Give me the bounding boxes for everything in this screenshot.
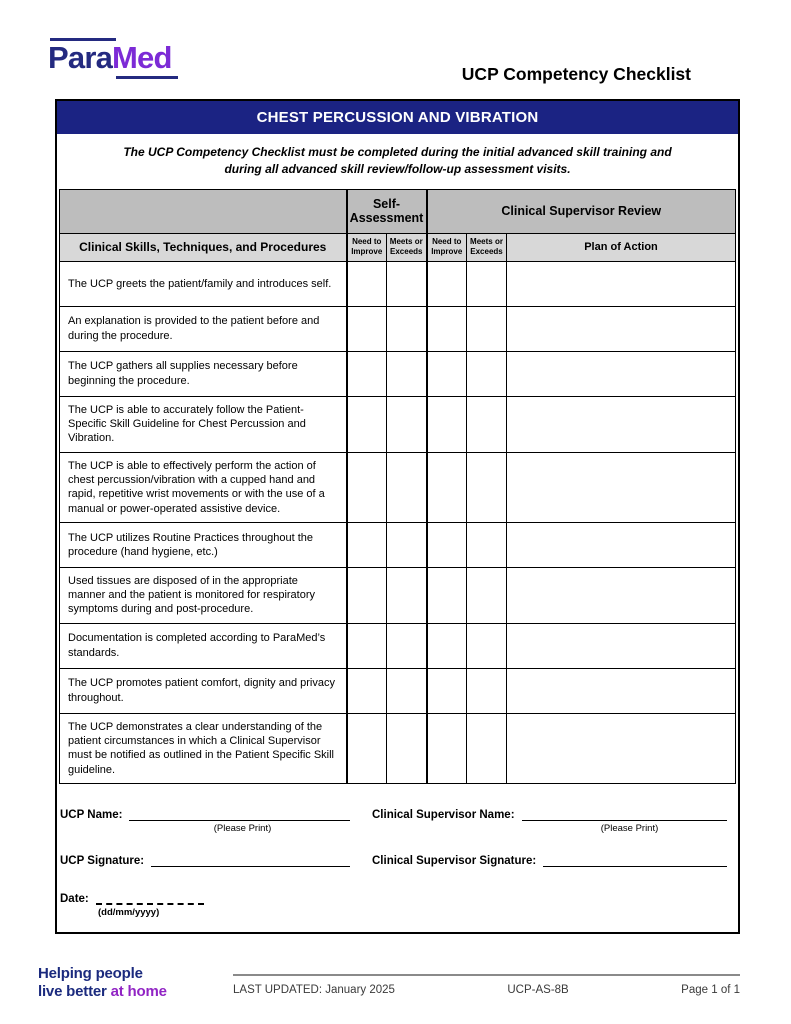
- competency-row: [60, 623, 736, 668]
- skill-description: An explanation is provided to the patient before and during the procedure.: [60, 306, 347, 351]
- supervisor-meets-exceeds-cell: [467, 668, 507, 713]
- logo-med: Med: [112, 40, 172, 75]
- brand-tagline: [38, 965, 200, 1003]
- logo-bottom-rule: [116, 76, 178, 79]
- competency-table: [59, 189, 736, 784]
- supervisor-need-improve-cell: [427, 522, 467, 567]
- supervisor-name-line: [522, 808, 727, 821]
- supervisor-need-improve-cell: [427, 351, 467, 396]
- competency-row: [60, 713, 736, 783]
- self-need-improve-cell: [347, 668, 387, 713]
- supervisor-meets-exceeds-cell: [467, 351, 507, 396]
- skill-description: The UCP is able to effectively perform the action of chest percussion/vibration with a cupped hand and rapid, repetitive wrist movements or with the use of a manual or power-operated assistive device.: [60, 452, 347, 522]
- supervisor-meets-exceeds-cell: [467, 623, 507, 668]
- skill-description: The UCP is able to accurately follow the Patient-Specific Skill Guideline for Chest Percussion and Vibration.: [60, 396, 347, 452]
- competency-row: [60, 261, 736, 306]
- supervisor-meets-exceeds-cell: [467, 567, 507, 623]
- competency-row: [60, 452, 736, 522]
- ucp-name-hint: (Please Print): [213, 822, 272, 834]
- ucp-signature-line: [151, 854, 350, 867]
- self-need-improve-cell: [347, 261, 387, 306]
- self-meets-exceeds-cell: [387, 522, 427, 567]
- skill-description: The UCP utilizes Routine Practices throughout the procedure (hand hygiene, etc.): [60, 522, 347, 567]
- competency-row: [60, 668, 736, 713]
- competency-row: [60, 306, 736, 351]
- empty-header-cell: [60, 189, 347, 233]
- plan-of-action-cell: [507, 351, 736, 396]
- instruction-text: The UCP Competency Checklist must be completed during the initial advanced skill training and during all advanced skill review/follow-up assessment visits.: [123, 145, 672, 177]
- table-group-header-row: [60, 189, 736, 233]
- plan-of-action-cell: [507, 567, 736, 623]
- self-need-improve-cell: [347, 567, 387, 623]
- ucp-name-line: [129, 808, 350, 821]
- self-need-improve-cell: [347, 452, 387, 522]
- section-banner: CHEST PERCUSSION AND VIBRATION: [57, 101, 738, 134]
- skill-description: The UCP greets the patient/family and introduces self.: [60, 261, 347, 306]
- self-meets-exceeds-cell: [387, 306, 427, 351]
- supervisor-review-header: Clinical Supervisor Review: [427, 189, 736, 233]
- self-meets-exceeds-cell: [387, 396, 427, 452]
- supervisor-need-improve-header: Need to Improve: [427, 233, 467, 261]
- tagline-line2: [38, 983, 200, 1002]
- skill-description: The UCP demonstrates a clear understanding of the patient circumstances in which a Clinical Supervisor must be notified as outlined in the Patient Specific Skill guideline.: [60, 713, 347, 783]
- competency-table-body: [60, 261, 736, 783]
- table-column-header-row: [60, 233, 736, 261]
- plan-of-action-header: Plan of Action: [507, 233, 736, 261]
- self-need-improve-cell: [347, 396, 387, 452]
- supervisor-name-label: Clinical Supervisor Name:: [372, 808, 515, 821]
- page-number: Page 1 of 1: [681, 983, 740, 996]
- supervisor-meets-exceeds-cell: [467, 306, 507, 351]
- page-header: [48, 38, 740, 85]
- content-box: [55, 99, 740, 934]
- self-need-improve-cell: [347, 713, 387, 783]
- supervisor-need-improve-cell: [427, 396, 467, 452]
- tagline-line1: Helping people: [38, 964, 143, 982]
- date-label: Date:: [60, 892, 89, 905]
- supervisor-need-improve-cell: [427, 713, 467, 783]
- ucp-name-label: UCP Name:: [60, 808, 123, 821]
- supervisor-need-improve-cell: [427, 306, 467, 351]
- self-need-improve-cell: [347, 623, 387, 668]
- competency-row: [60, 351, 736, 396]
- skill-description: Documentation is completed according to ParaMed’s standards.: [60, 623, 347, 668]
- plan-of-action-cell: [507, 522, 736, 567]
- supervisor-meets-exceeds-cell: [467, 713, 507, 783]
- competency-row: [60, 522, 736, 567]
- supervisor-signature-label: Clinical Supervisor Signature:: [372, 854, 537, 867]
- skill-description: The UCP promotes patient comfort, dignity and privacy throughout.: [60, 668, 347, 713]
- date-line: [96, 893, 204, 905]
- self-meets-exceeds-cell: [387, 668, 427, 713]
- supervisor-name-hint: (Please Print): [600, 822, 659, 834]
- self-meets-exceeds-cell: [387, 567, 427, 623]
- self-need-improve-cell: [347, 351, 387, 396]
- plan-of-action-cell: [507, 306, 736, 351]
- tagline-line2-main: live better: [38, 983, 111, 1001]
- document-code: UCP-AS-8B: [507, 983, 569, 996]
- ucp-signature-label: UCP Signature:: [60, 854, 145, 867]
- plan-of-action-cell: [507, 452, 736, 522]
- supervisor-meets-exceeds-cell: [467, 396, 507, 452]
- self-meets-exceeds-cell: [387, 623, 427, 668]
- supervisor-meets-exceeds-cell: [467, 261, 507, 306]
- paramed-logo: [48, 38, 178, 79]
- plan-of-action-cell: [507, 623, 736, 668]
- self-need-improve-header: Need to Improve: [347, 233, 387, 261]
- footer-info-bar: [233, 974, 740, 996]
- tagline-line2-accent: at home: [110, 983, 167, 1001]
- self-meets-exceeds-cell: [387, 452, 427, 522]
- competency-row: [60, 396, 736, 452]
- signature-section: [57, 784, 738, 932]
- document-title: UCP Competency Checklist: [461, 64, 691, 84]
- supervisor-need-improve-cell: [427, 623, 467, 668]
- skill-description: Used tissues are disposed of in the appropriate manner and the patient is monitored for respiratory symptoms during and post-procedure.: [60, 567, 347, 623]
- self-meets-exceeds-cell: [387, 261, 427, 306]
- supervisor-need-improve-cell: [427, 452, 467, 522]
- date-format-hint: (dd/mm/yyyy): [98, 906, 160, 918]
- self-meets-exceeds-cell: [387, 351, 427, 396]
- supervisor-meets-exceeds-header: Meets or Exceeds: [467, 233, 507, 261]
- skills-column-header: Clinical Skills, Techniques, and Procedures: [60, 233, 347, 261]
- self-need-improve-cell: [347, 522, 387, 567]
- last-updated-text: LAST UPDATED: January 2025: [233, 983, 395, 996]
- supervisor-meets-exceeds-cell: [467, 522, 507, 567]
- skill-description: The UCP gathers all supplies necessary before beginning the procedure.: [60, 351, 347, 396]
- supervisor-signature-line: [543, 854, 727, 867]
- supervisor-need-improve-cell: [427, 567, 467, 623]
- supervisor-need-improve-cell: [427, 668, 467, 713]
- self-need-improve-cell: [347, 306, 387, 351]
- page-footer: [38, 965, 740, 1003]
- logo-wordmark: [48, 42, 178, 75]
- supervisor-meets-exceeds-cell: [467, 452, 507, 522]
- competency-row: [60, 567, 736, 623]
- logo-para: Para: [48, 40, 113, 75]
- plan-of-action-cell: [507, 396, 736, 452]
- self-meets-exceeds-header: Meets or Exceeds: [387, 233, 427, 261]
- plan-of-action-cell: [507, 261, 736, 306]
- self-meets-exceeds-cell: [387, 713, 427, 783]
- plan-of-action-cell: [507, 713, 736, 783]
- plan-of-action-cell: [507, 668, 736, 713]
- self-assessment-header: Self-Assessment: [347, 189, 427, 233]
- supervisor-need-improve-cell: [427, 261, 467, 306]
